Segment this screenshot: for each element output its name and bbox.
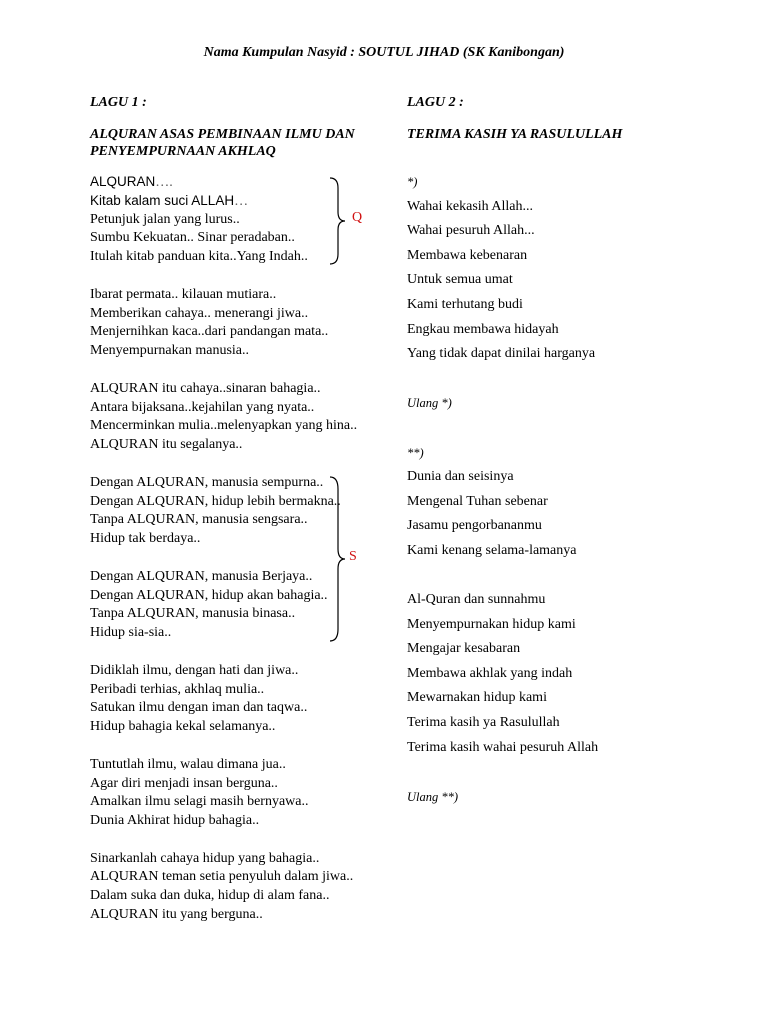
document-title: Nama Kumpulan Nasyid : SOUTUL JIHAD (SK Kanibongan) [203,45,565,60]
lyric-line: Kami kenang selama-lamanya [407,542,577,558]
lyric-line: Dengan ALQURAN, manusia sempurna.. [90,474,324,490]
lyric-line: Dengan ALQURAN, hidup akan bahagia.. [90,587,328,603]
lyric-line: Dengan ALQURAN, hidup lebih bermakna.. [90,493,341,509]
lyric-line: Hidup tak berdaya.. [90,531,201,547]
lyric-line: Wahai kekasih Allah... [407,198,534,214]
lyric-line: Menyempurnakan hidup kami [407,616,576,632]
ellipsis: …. [155,175,173,190]
lyric-line: Petunjuk jalan yang lurus.. [90,211,240,227]
lyric-line: Al-Quran dan sunnahmu [407,592,546,608]
song1-title-line2: PENYEMPURNAAN AKHLAQ [90,144,276,159]
lyric-line: ALQURAN teman setia penyuluh dalam jiwa.. [90,869,354,885]
lyric-line: Kami terhutang budi [407,296,523,312]
repeat-instruction: Ulang **) [407,789,459,804]
song1-label: LAGU 1 : [90,95,147,110]
lyric-line: Itulah kitab panduan kita..Yang Indah.. [90,249,308,265]
song2-label: LAGU 2 : [407,95,464,110]
repeat-instruction: Ulang *) [407,396,452,411]
lyric-line: Yang tidak dapat dinilai harganya [407,346,596,362]
lyric-line: Agar diri menjadi insan berguna.. [90,775,278,791]
lyric-line: Hidup bahagia kekal selamanya.. [90,719,276,735]
lyric-line: Amalkan ilmu selagi masih bernyawa.. [90,794,309,810]
lyric-line: Satukan ilmu dengan iman dan taqwa.. [90,700,308,716]
lyric-line: Ibarat permata.. kilauan mutiara.. [90,286,277,302]
brace-s-label: S [349,549,357,564]
lyric-line: Menjernihkan kaca..dari pandangan mata.. [90,324,329,340]
lyric-line: Antara bijaksana..kejahilan yang nyata.. [90,399,315,415]
lyric-line: Membawa kebenaran [407,247,528,263]
song1-title-line1: ALQURAN ASAS PEMBINAAN ILMU DAN [90,127,355,142]
lyric-text: ALQURAN [90,174,156,189]
lyric-line: Tuntutlah ilmu, walau dimana jua.. [90,756,286,772]
lyric-line: Tanpa ALQURAN, manusia sengsara.. [90,512,308,528]
lyric-line: Didiklah ilmu, dengan hati dan jiwa.. [90,662,299,678]
lyric-line: Untuk semua umat [407,272,513,288]
lyric-line: Terima kasih ya Rasulullah [407,715,560,731]
lyric-line: Wahai pesuruh Allah... [407,223,535,239]
lyric-line: Terima kasih wahai pesuruh Allah [407,739,599,755]
lyric-line: Mencerminkan mulia..melenyapkan yang hina.. [90,418,358,434]
lyric-line: Dalam suka dan duka, hidup di alam fana.. [90,888,330,904]
lyric-line: Mewarnakan hidup kami [407,690,547,706]
lyric-line: Peribadi terhias, akhlaq mulia.. [90,681,265,697]
lyric-line: Memberikan cahaya.. menerangi jiwa.. [90,305,309,321]
chorus-marker: *) [407,175,418,189]
lyric-line: ALQURAN itu yang berguna.. [90,907,263,923]
lyric-line: Sinarkanlah cahaya hidup yang bahagia.. [90,850,320,866]
lyric-line: ALQURAN itu segalanya.. [90,437,243,453]
lyric-line: Hidup sia-sia.. [90,625,172,641]
brace-q-icon [328,176,348,266]
brace-q-label: Q [352,210,363,225]
chorus-marker: **) [407,445,424,460]
lyric-line: Jasamu pengorbananmu [407,518,542,534]
ellipsis: … [234,193,249,209]
lyric-line: Menyempurnakan manusia.. [90,343,250,359]
lyric-line: Tanpa ALQURAN, manusia binasa.. [90,606,296,622]
lyric-line [90,173,357,192]
lyric-line: Dunia Akhirat hidup bahagia.. [90,813,260,829]
lyric-line: ALQURAN itu cahaya..sinaran bahagia.. [90,380,321,396]
brace-s-icon [328,475,348,643]
lyric-line: Mengajar kesabaran [407,641,521,657]
lyric-line: Mengenal Tuhan sebenar [407,493,548,509]
lyric-line: Dengan ALQURAN, manusia Berjaya.. [90,568,313,584]
lyric-line: Sumbu Kekuatan.. Sinar peradaban.. [90,230,295,246]
song1-lyrics [90,173,357,925]
lyric-line [90,192,357,211]
lyric-line: Membawa akhlak yang indah [407,665,573,681]
song2-lyrics [407,170,598,809]
lyric-line: Engkau membawa hidayah [407,321,559,337]
lyric-text: Kitab kalam suci ALLAH [90,192,235,208]
lyric-line: Dunia dan seisinya [407,469,514,485]
song2-title: TERIMA KASIH YA RASULULLAH [407,127,623,142]
